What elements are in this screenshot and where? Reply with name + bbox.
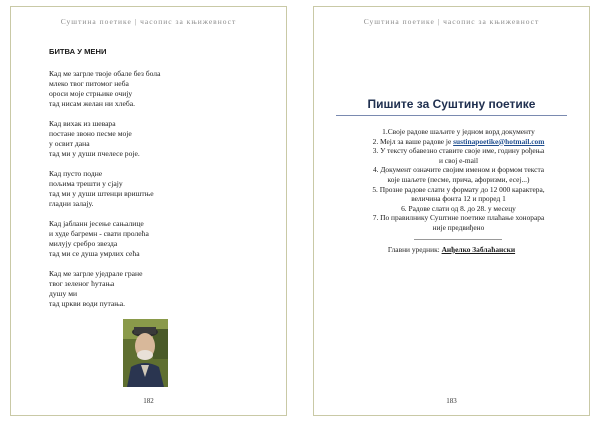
portrait-photo-icon (123, 319, 168, 387)
rule-line: 7. По правилнику Суштине поетике плаћање хонорара (372, 213, 545, 223)
page-number: 183 (446, 397, 457, 405)
poem-line: тад ми се душа умрлих сећа (49, 249, 140, 258)
page-title: Пишите за Суштину поетике (367, 97, 536, 111)
rule-line (344, 137, 573, 147)
poem-title: БИТВА У МЕНИ (49, 47, 107, 56)
rule-line: 6. Радове слати од 8. до 28. у месецу (401, 203, 516, 213)
page-number: 182 (143, 397, 154, 405)
rule-line: и свој e-mail (439, 155, 478, 165)
poem-line: Кад јабланн јесење сањалице (49, 219, 144, 228)
poem-line: милују сребро звезда (49, 239, 118, 248)
right-page (313, 6, 590, 416)
rule-line: није предвиђено (432, 222, 485, 232)
poem-line: Кад пусто подне (49, 169, 103, 178)
poem-line: тад ми у души пчелесе роје. (49, 149, 140, 158)
editor-label: Главни уредник: (387, 245, 440, 254)
email-link[interactable]: sustinapoetike@hotmail.com (453, 136, 545, 146)
poem-line: душу ми (49, 289, 78, 298)
editor-name: Анђелко Заблаћански (441, 245, 516, 254)
title-divider (336, 115, 567, 116)
poem-line: тад цркви води путања. (49, 299, 125, 308)
poem-line: тад нисам желан ни хлеба. (49, 99, 135, 108)
stanza (49, 269, 269, 309)
stanza (49, 169, 269, 209)
rule-line: величина фонта 12 и проред 1 (411, 194, 506, 204)
poem-line: гладни залају. (49, 199, 94, 208)
running-head: Суштина поетике | часопис за књижевност (60, 17, 237, 26)
poem-line: Кад ме загрле уједрале гране (49, 269, 143, 278)
poem-line: млеко твог питомог неба (49, 79, 129, 88)
editor-credit (314, 245, 589, 254)
poem (49, 47, 269, 319)
submission-rules (344, 127, 573, 233)
portrait-photo (123, 319, 168, 387)
poem-line: у освит дана (49, 139, 90, 148)
poem-line: твог зеленог ћутања (49, 279, 115, 288)
stanza (49, 69, 269, 109)
rule-line: 1.Своје радове шаљите у једном ворд документу (382, 127, 535, 136)
stanza (49, 119, 269, 159)
rule-text: 2. Мејл за ваше радове је (372, 136, 452, 146)
poem-line: Кад ме загрле твоје обале без бола (49, 69, 161, 78)
poem-line: ороси моје стрњике очију (49, 89, 133, 98)
rule-line: 4. Документ означите својим именом и формом текста (372, 165, 545, 175)
editor-divider (414, 239, 502, 240)
poem-line: постане звоно песме моје (49, 129, 132, 138)
rule-line: 3. У тексту обавезно ставите своје име, годину рођења (372, 146, 545, 156)
poem-line: пољима трешти у сјају (49, 179, 123, 188)
left-page (10, 6, 287, 416)
rule-line: које шаљете (песме, прича, афоризми, есеј...) (387, 174, 530, 184)
poem-line: и худе багремн - свати пролећа (49, 229, 149, 238)
running-head: Суштина поетике | часопис за књижевност (363, 17, 540, 26)
poem-line: тад ми у души штенци вриштње (49, 189, 154, 198)
stanza (49, 219, 269, 259)
rule-line: 5. Прозне радове слати у формату до 12 000 карактера, (372, 184, 545, 194)
poem-line: Кад вихак из шевара (49, 119, 116, 128)
